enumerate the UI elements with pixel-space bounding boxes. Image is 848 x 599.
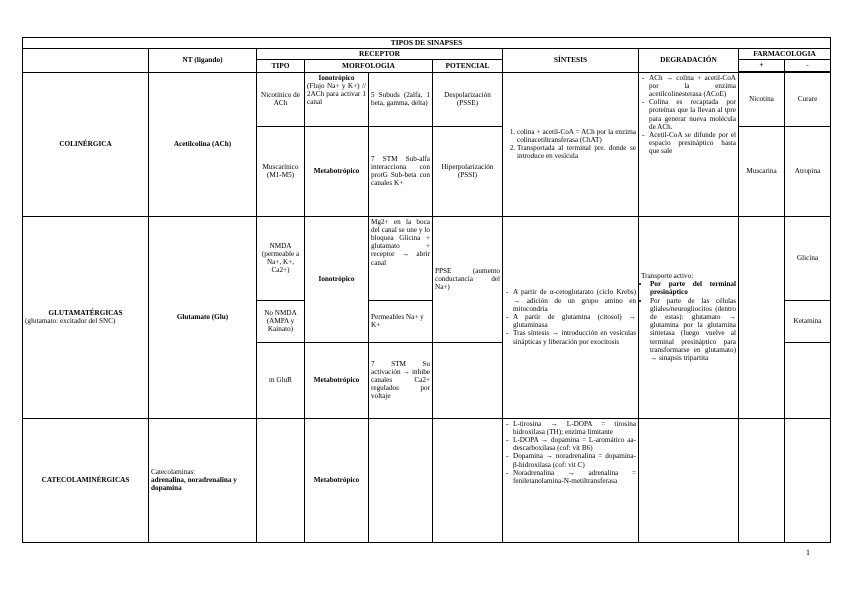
table-title: TIPOS DE SINAPSES [23,38,831,49]
antagonist-nmda: Glicina [785,216,831,300]
group-colinergica: COLINÉRGICA [23,72,149,216]
group-catecolaminergica: CATECOLAMINÉRGICAS [23,418,149,542]
structure-nicotinic: 5 Subuds (2alfa, 1 beta, gamma, delta) [369,72,433,126]
page-number: 1 [806,548,810,557]
header-blank [23,49,149,72]
list-item: 1. colina + acetil-CoA = ACh por la enzima colinacetiltransferasa (ChAT) [517,128,636,144]
structure-no-nmda: Permeables Na+ y K+ [369,300,433,342]
header-sintesis: SÍNTESIS [503,49,639,72]
antagonist-no-nmda: Ketamina [785,300,831,342]
header-degradacion: DEGRADACIÓN [639,49,739,72]
list-item: - L-DOPA → dopamina = L-aromático aa-descarboxilasa (cof: vit B6) [513,436,636,452]
receptor-mglur: m GluR [257,342,305,418]
nt-catecolaminas [149,418,257,542]
potencial-nicotinic: Despolarización (PSSE) [433,72,503,126]
header-minus: - [785,60,831,71]
header-plus: + [739,60,785,71]
agonist-muscarinic: Muscarina [739,126,785,216]
morf-ionotropic: Ionotrópico [305,216,369,342]
structure-muscarinic: 7 STM Sub-alfa interacciona con protG Sub-beta con canales K+ [369,126,433,216]
degradacion-catecol-empty [639,418,739,542]
list-item: - ACh → colina + acetil-CoA por la enzima acetilcolinesterasa (ACoE) [649,74,736,99]
list-item: - A partir de glutamina (citosol) → glutaminasa [513,313,636,329]
agonist-catecol-empty [739,418,785,542]
header-potencial: POTENCIAL [433,60,503,72]
morf-catecol: Metabotrópico [305,418,369,542]
header-receptor: RECEPTOR [257,49,503,60]
sintesis-catecol [503,418,639,542]
degradacion-glutamato-intro: Transporte activo: [641,271,694,280]
list-item: • Por parte de las células gliales/neurogliocitos (dentro de estas): glutamato → glutamina por la glutamina sintetasa (luego vuelve al terminal presináptico para transformarse en glutamato) → sinapsis tripartita [650,297,736,363]
antagonist-mglur-empty [785,342,831,418]
list-item: - Noradrenalina → adrenalina = feniletanolamina-N-metiltransferasa [513,469,636,485]
morf-muscarinic: Metabotrópico [305,126,369,216]
degradacion-colinergica [639,72,739,216]
structure-nmda: Mg2+ en la boca del canal se une y lo bloquea Glicina + glutamato + receptor → abrir canal [369,216,433,300]
sintesis-colinergica [503,72,639,216]
morf-nicotinic-type: Ionotrópico [318,73,355,82]
potencial-muscarinic: Hiperpolarización (PSSI) [433,126,503,216]
header-tipo: TIPO [257,60,305,72]
receptor-muscarinic: Muscarínico (M1-M5) [257,126,305,216]
list-item: - Tras síntesis → introducción en vesículas sinápticas y liberación por exocitosis [513,329,636,345]
list-item: - Colina es recaptada por proteínas que la llevan al tpre para generar nueva molécula de ACh. [649,98,736,131]
antagonist-nicotinic: Curare [785,72,831,126]
synapse-types-table [22,37,831,543]
receptor-nicotinic: Nicotínico de ACh [257,72,305,126]
structure-catecol-empty [369,418,433,542]
group-glutamatergica-name: GLUTAMATÉRGICAS [48,308,123,317]
header-morfologia: MORFOLOGIA [305,60,433,72]
morf-nicotinic [305,72,369,126]
list-item: 2. Transportada al terminal pre. donde se introduce en vesícula [517,144,636,160]
header-farmacologia: FARMACOLOGIA [739,49,831,60]
receptor-catecol-empty [257,418,305,542]
potencial-mglur-empty [433,342,503,418]
list-item: - A partir de α-cetoglutarato (ciclo Krebs) → adición de un grupo amino en mitocondria [513,288,636,313]
list-item: • Por parte del terminal presináptico [650,280,736,296]
nt-acetilcolina: Acetilcolina (ACh) [149,72,257,216]
receptor-nmda: NMDA (permeable a Na+, K+, Ca2+) [257,216,305,300]
structure-mglur: 7 STM Su activación → inhibe canales Ca2+ regulados por voltaje [369,342,433,418]
header-nt: NT (ligando) [149,49,257,72]
antagonist-catecol-empty [785,418,831,542]
nt-glutamato: Glutamato (Glu) [149,216,257,418]
potencial-glutamato: PPSE (aumento conductancia del Na+) [433,216,503,342]
receptor-no-nmda: No NMDA (AMPA y Kainato) [257,300,305,342]
degradacion-glutamato [639,216,739,418]
agonist-glutamato-empty [739,216,785,418]
group-glutamatergica [23,216,149,418]
potencial-catecol-empty [433,418,503,542]
list-item: - Acetil-CoA se difunde por el espacio presináptico hasta que sale [649,131,736,156]
list-item: - L-tirosina → L-DOPA = tirosina hidroxilasa (TH); enzima limitante [513,420,636,436]
morf-nicotinic-desc: (Flujo Na+ y K+) // 2ACh para activar 1 canal [307,81,366,107]
group-glutamatergica-note: (glutamato: excitador del SNC) [25,317,116,326]
nt-catecolaminas-label: Catecolaminas: [151,467,196,476]
agonist-nicotinic: Nicotina [739,72,785,126]
sintesis-glutamato [503,216,639,418]
nt-catecolaminas-list: adrenalina, noradrenalina y dopamina [151,476,237,493]
antagonist-muscarinic: Atropina [785,126,831,216]
morf-mglur: Metabotrópico [305,342,369,418]
list-item: - Dopamina → noradrenalina = dopamina-β-hidroxilasa (cof: vit C) [513,452,636,468]
